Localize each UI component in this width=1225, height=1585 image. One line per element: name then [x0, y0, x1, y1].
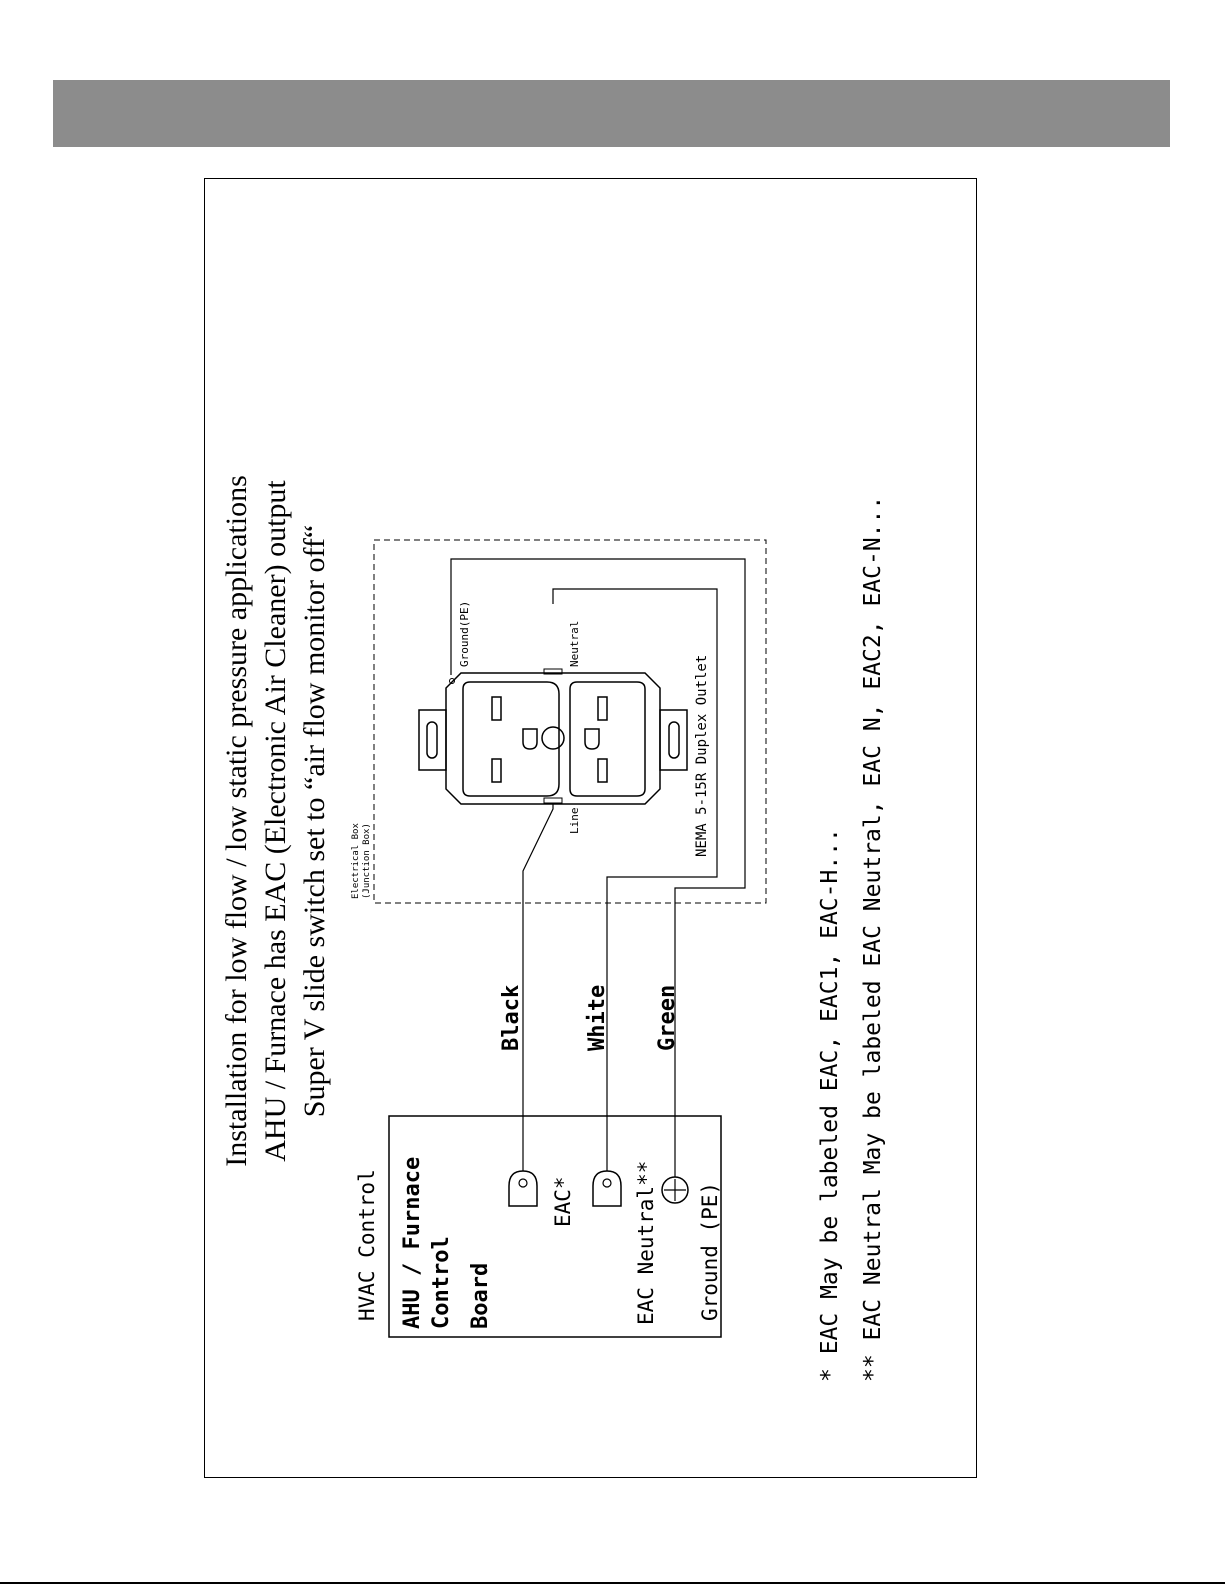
black-wire-label: Black — [499, 984, 524, 1051]
outlet-line-label: Line — [568, 807, 581, 834]
duplex-outlet — [419, 669, 687, 804]
eac-terminal-screw — [519, 1179, 527, 1187]
board-name-line3: Board — [468, 1262, 493, 1329]
bottom-rule — [0, 1582, 1225, 1584]
diagram-frame — [204, 178, 977, 1478]
white-wire-label: White — [585, 984, 610, 1051]
receptacle-top — [463, 682, 559, 796]
outlet-ear-left — [419, 710, 446, 770]
board-name-line1: AHU / Furnace — [400, 1156, 425, 1329]
wires — [451, 559, 745, 1177]
outlet-ground-label: Ground(PE) — [458, 600, 471, 667]
note-1: * EAC May be labeled EAC, EAC1, EAC-H... — [817, 828, 843, 1382]
outlet-ear-right — [660, 710, 687, 770]
eac-neutral-terminal-screw — [603, 1179, 611, 1187]
header-bar — [53, 80, 1170, 147]
title-line2: AHU / Furnace has EAC (Electronic Air Cleaner) output — [259, 480, 292, 1162]
outlet-neutral-label: Neutral — [568, 620, 581, 667]
note-2: ** EAC Neutral May be labeled EAC Neutral, EAC N, EAC2, EAC-N... — [860, 495, 886, 1382]
electrical-box-label-line1: Electrical Box — [351, 823, 361, 899]
electrical-box-label-line2: (Junction Box) — [362, 823, 372, 899]
white-wire — [553, 589, 717, 1171]
terminal-eac-neutral-label: EAC Neutral** — [634, 1160, 658, 1325]
board-name-line2: Control — [429, 1236, 454, 1329]
hvac-control-label: HVAC Control — [355, 1169, 379, 1321]
outlet-name-label: NEMA 5-15R Duplex Outlet — [694, 654, 710, 857]
terminal-eac-label: EAC* — [551, 1176, 575, 1227]
eac-terminal-icon — [509, 1171, 537, 1206]
green-wire — [451, 559, 745, 1177]
title-line3: Super V slide switch set to “air flow monitor off“ — [298, 524, 331, 1118]
terminal-ground-label: Ground (PE) — [698, 1181, 722, 1321]
control-board — [355, 1116, 722, 1337]
wiring-diagram — [205, 179, 976, 1477]
green-wire-label: Green — [655, 984, 680, 1051]
eac-neutral-terminal-icon — [593, 1171, 621, 1206]
outlet-center-screw — [542, 727, 564, 749]
title-line1: Installation for low flow / low static pressure applications — [220, 475, 253, 1167]
outlet-body — [446, 673, 660, 804]
title-block — [220, 475, 331, 1167]
